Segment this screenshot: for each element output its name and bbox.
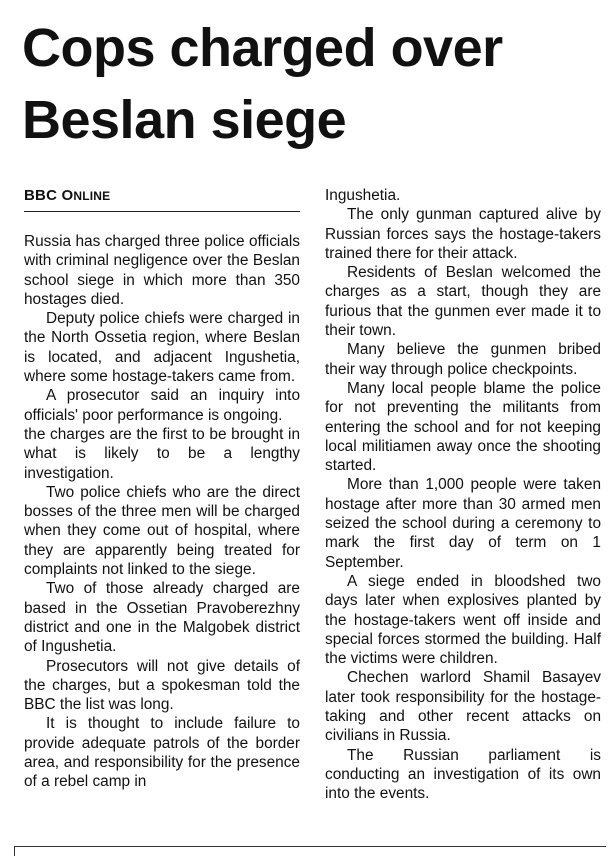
article-paragraph: A prosecutor said an inquiry into officials' poor performance is ongoing. (24, 387, 300, 424)
article-paragraph: A siege ended in bloodshed two days later when explosives planted by the hostage-takers went off inside and special forces stormed the building. Half the victims were children. (325, 572, 601, 668)
article-paragraph-continued: Ingushetia. (325, 187, 401, 204)
article-paragraph: Russia has charged three police officials with criminal negligence over the Beslan school siege in which more than 350 hostages died. (24, 233, 300, 308)
byline-cap: BBC O (24, 187, 74, 204)
article-paragraph: Two police chiefs who are the direct bosses of the three men will be charged when they come out of hospital, where they are apparently being treated for complaints not linked to the siege. (24, 483, 300, 579)
article-paragraph: More than 1,000 people were taken hostage after more than 30 armed men seized the school during a ceremony to mark the first day of term on 1 September. (325, 476, 601, 571)
article-paragraph: Chechen warlord Shamil Basayev later took responsibility for the hostage-taking and other recent attacks on civilians in Russia. (325, 669, 601, 745)
left-corner-rule (14, 846, 15, 856)
article-paragraph: Residents of Beslan welcomed the charges as a start, though they are furious that the gunmen ever made it to their town. (325, 264, 601, 340)
article-paragraph: Deputy police chiefs were charged in the North Ossetia region, where Beslan is located, and adjacent Ingushetia, where some hostage-takers came from. (24, 310, 300, 386)
headline (22, 12, 607, 156)
article-column-left (24, 186, 300, 792)
article-paragraph: The only gunman captured alive by Russian forces says the hostage-takers trained there for their attack. (325, 206, 601, 262)
byline-small-caps: NLINE (73, 189, 111, 203)
bottom-rule (14, 846, 606, 847)
article-paragraph: The Russian parliament is conducting an investigation of its own into the events. (325, 746, 601, 803)
article-paragraph: It is thought to include failure to provide adequate patrols of the border area, and responsibility for the presence of a rebel camp in (24, 715, 300, 791)
article-paragraph: Many believe the gunmen bribed their way through police checkpoints. (325, 341, 601, 378)
article-paragraph: the charges are the first to be brought in what is likely to be a lengthy investigation. (24, 425, 300, 482)
article-column-right (325, 186, 601, 804)
article-paragraph: Prosecutors will not give details of the charges, but a spokesman told the BBC the list was long. (24, 657, 300, 714)
byline (24, 186, 300, 212)
headline-line-1: Cops charged over (22, 18, 503, 78)
headline-line-2: Beslan siege (22, 90, 347, 150)
article-paragraph: Many local people blame the police for not preventing the militants from entering the school and for not keeping local militiamen away once the shooting started. (325, 379, 601, 475)
article-paragraph: Two of those already charged are based in the Ossetian Pravoberezhny district and one in the Malgobek district of Ingushetia. (24, 580, 300, 656)
